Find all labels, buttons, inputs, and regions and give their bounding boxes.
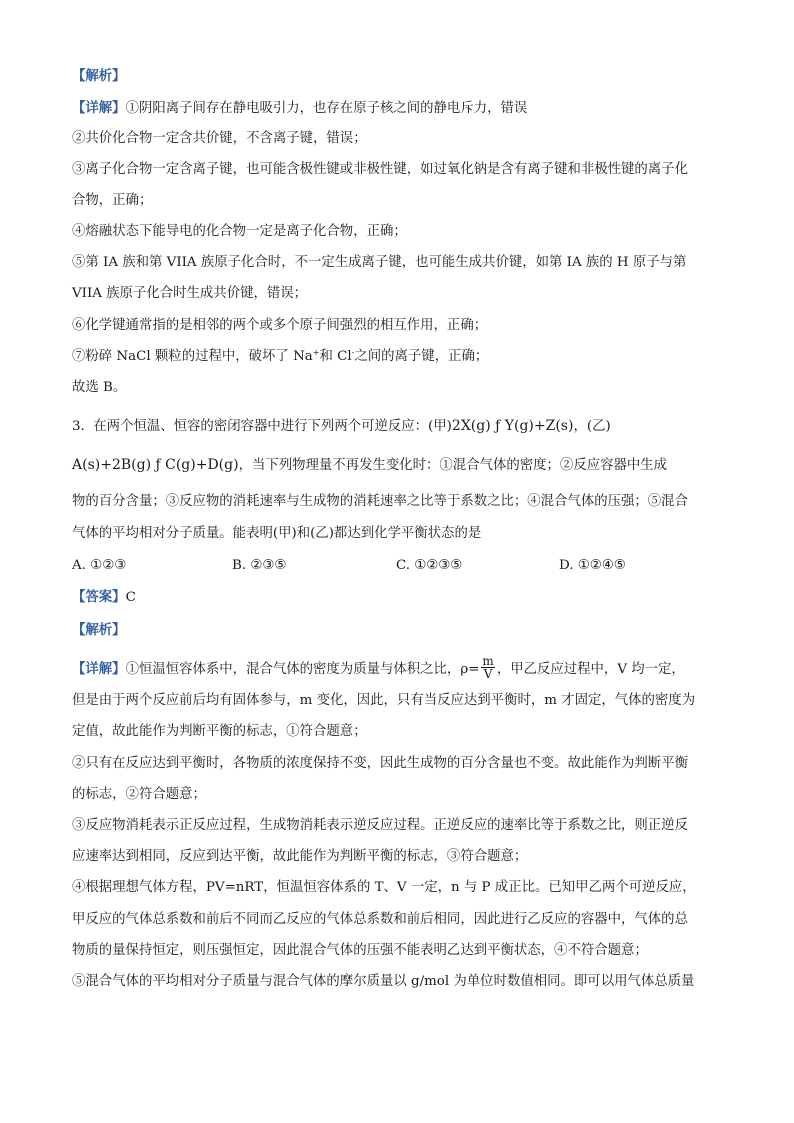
text-line: ②只有在反应达到平衡时，各物质的浓度保持不变，因此生成物的百分含量也不变。故此能作为判断平衡 — [72, 756, 688, 771]
equation-yi: A(s)+2B(g) ƒ C(g)+D(g) — [72, 457, 239, 473]
text-line: ①阴阳离子间存在静电吸引力，也存在原子核之间的静电斥力，错误 — [125, 101, 528, 116]
text-line: ③离子化合物一定含离子键，也可能含极性键或非极性键，如过氧化钠是含有离子键和非极性键的离子化 — [72, 162, 688, 177]
option-d: D. ①②④⑤ — [559, 558, 626, 573]
text-line: ⑥化学键通常指的是相邻的两个或多个原子间强烈的相互作用，正确； — [72, 318, 488, 333]
detail-line — [72, 98, 722, 119]
text-line: 的标志，②符合题意； — [72, 787, 206, 802]
option-b: B. ②③⑤ — [232, 558, 287, 573]
text-line: ③反应物消耗表示正反应过程，生成物消耗表示逆反应过程。正逆反应的速率比等于系数之比，则正逆反 — [72, 818, 688, 833]
answer-value: C — [125, 590, 136, 605]
text-line: ⑤混合气体的平均相对分子质量与混合气体的摩尔质量以 g/mol 为单位时数值相同。即可以用气体总质量 — [72, 974, 695, 989]
density-fraction: $\frac{m}{V}$ — [482, 654, 494, 681]
text-line: 甲反应的气体总系数和前后不同而乙反应的气体总系数和前后相同，因此进行乙反应的容器中，气体的总 — [72, 912, 688, 927]
analysis-heading — [72, 620, 722, 641]
detail-line: 【详解】①恒温恒容体系中，混合气体的密度为质量与体积之比，ρ= $\frac{m}{V}$ ，甲乙反应过程中，V 均一定， — [72, 654, 685, 681]
text-line: 但是由于两个反应前后均有固体参与，m 变化，因此，只有当反应达到平衡时，m 才固定，气体的密度为 — [72, 693, 696, 708]
text-line: 物质的量保持恒定，则压强恒定，因此混合气体的压强不能表明乙达到平衡状态，④不符合题意； — [72, 943, 648, 958]
detail-tag: 【详解】 — [72, 661, 126, 677]
answer-line — [72, 587, 722, 608]
answer-tag: 【答案】 — [72, 589, 126, 605]
text-line: VIIA 族原子化合时生成共价键，错误； — [72, 286, 308, 301]
question-number: 3. — [72, 419, 85, 434]
detail-tag: 【详解】 — [72, 100, 126, 116]
text-line: 合物，正确； — [72, 193, 153, 208]
question-stem-line: 3. 在两个恒温、恒容的密闭容器中进行下列两个可逆反应：(甲)2X(g) ƒ Y(g)+Z(s)，(乙) — [72, 418, 611, 434]
analysis-tag: 【解析】 — [72, 622, 126, 638]
question-stem-line: 气体的平均相对分子质量。能表明(甲)和(乙)都达到化学平衡状态的是 — [72, 526, 482, 541]
text-line: ④根据理想气体方程，PV=nRT，恒温恒容体系的 T、V 一定，n 与 P 成正比。已知甲乙两个可逆反应， — [72, 880, 696, 895]
question-stem-line: A(s)+2B(g) ƒ C(g)+D(g)，当下列物理量不再发生变化时：①混合气体的密度；②反应容器中生成 — [72, 457, 668, 473]
equation-jia: 2X(g) ƒ Y(g)+Z(s) — [451, 418, 574, 434]
text-line: ④熔融状态下能导电的化合物一定是离子化合物，正确； — [72, 224, 407, 239]
text-line: 故选 B。 — [72, 380, 127, 395]
question-stem-line: 物的百分含量；③反应物的消耗速率与生成物的消耗速率之比等于系数之比；④混合气体的压强；⑤混合 — [72, 494, 688, 509]
option-c: C. ①②③⑤ — [396, 558, 463, 573]
text-line: 应速率达到相同，反应到达平衡，故此能作为判断平衡的标志，③符合题意； — [72, 849, 528, 864]
text-line: ⑦粉碎 NaCl 颗粒的过程中，破坏了 Na+和 Cl-之间的离子键，正确； — [72, 348, 489, 364]
analysis-tag: 【解析】 — [72, 68, 126, 84]
text-line: ⑤第 IA 族和第 VIIA 族原子化合时，不一定生成离子键，也可能生成共价键，如第 IA 族的 H 原子与第 — [72, 255, 687, 270]
chloride-charge: - — [351, 348, 355, 357]
sodium-charge: + — [312, 348, 320, 357]
option-a: A. ①②③ — [72, 558, 127, 573]
analysis-heading — [72, 66, 722, 87]
text-line: ②共价化合物一定含共价键，不含离子键，错误； — [72, 131, 367, 146]
text-line: 定值，故此能作为判断平衡的标志，①符合题意； — [72, 724, 367, 739]
